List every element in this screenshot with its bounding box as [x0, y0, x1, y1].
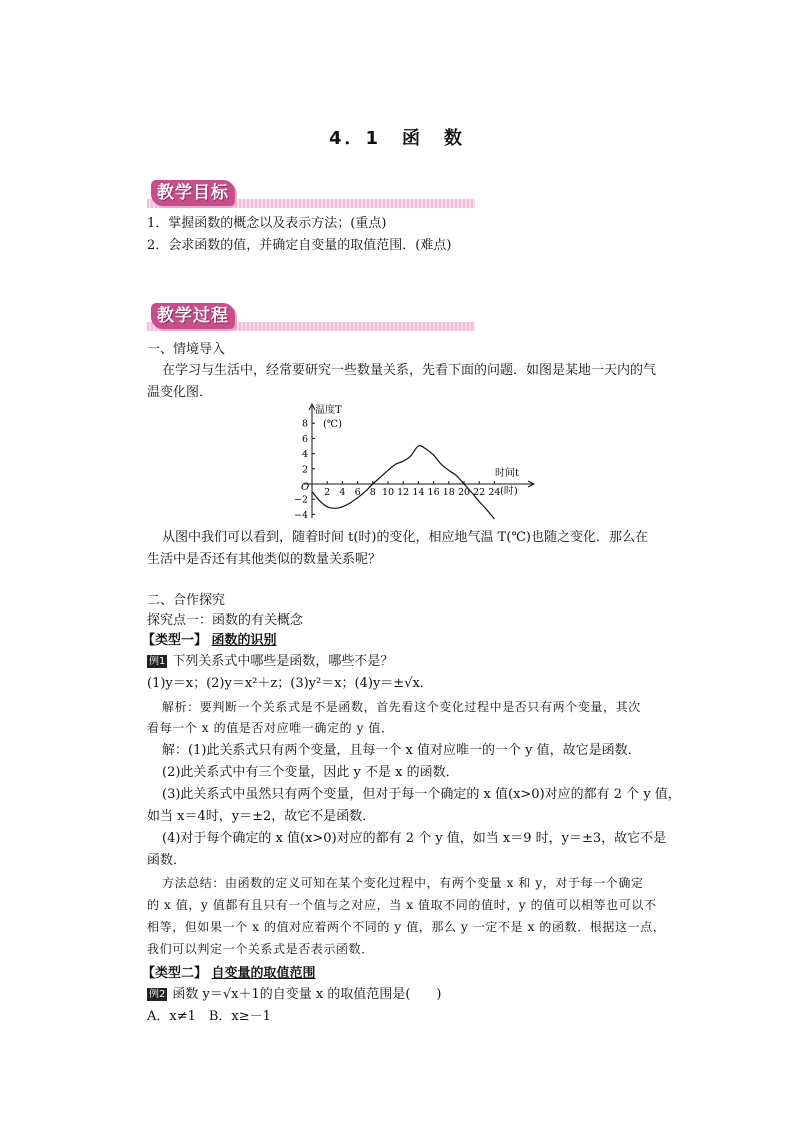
- y-axis-unit: (℃): [323, 419, 342, 430]
- coop-heading: 二、合作探究: [147, 593, 226, 608]
- type-name: 函数的识别: [211, 633, 277, 648]
- page-title: 4．1 函 数: [328, 128, 466, 149]
- y-tick-label: 2: [301, 464, 308, 476]
- y-tick-label: 8: [301, 418, 308, 430]
- solution-line: 解：(1)此关系式只有两个变量，且每一个 x 值对应唯一的一个 y 值，故它是函数．: [162, 743, 641, 758]
- intro-paragraph-line: 生活中是否还有其他类似的数量关系呢？: [147, 552, 382, 567]
- goal-item: 2．会求函数的值，并确定自变量的取值范围．(难点): [147, 238, 452, 253]
- y-axis-label: 温度T: [315, 405, 342, 416]
- x-axis-label: 时间t: [495, 468, 520, 479]
- y-tick-label: −4: [293, 509, 308, 521]
- section-banner-process: [147, 303, 475, 333]
- solution-line: (2)此关系式中有三个变量，因此 y 不是 x 的函数．: [162, 765, 459, 780]
- temperature-chart: [290, 400, 540, 522]
- x-tick-label: 20: [457, 487, 471, 498]
- method-summary-line: 相等，但如果一个 x 的值对应着两个不同的 y 值，那么 y 一定不是 x 的函数．根据这一点，: [147, 920, 666, 934]
- method-summary-line: 的 x 值，y 值都有且只有一个值与之对应，当 x 值取不同的值时，y 的值可以相等也可以不: [147, 898, 657, 912]
- type-heading: [142, 631, 277, 651]
- x-tick-label: 24: [488, 487, 501, 498]
- example-badge: 例1: [149, 656, 166, 667]
- x-tick-label: 18: [442, 487, 455, 498]
- example-question: [147, 985, 441, 1005]
- analysis-line: 看每一个 x 的值是否对应唯一确定的 y 值．: [147, 721, 394, 735]
- y-tick-label: 6: [301, 433, 308, 445]
- intro-paragraph-line: 在学习与生活中，经常要研究一些数量关系，先看下面的问题．如图是某地一天内的气: [162, 363, 657, 378]
- solution-line: (4)对于每个确定的 x 值(x>0)对应的都有 2 个 y 值，如当 x＝9 时，y＝±3，故它不是: [162, 831, 667, 846]
- explore-point: 探究点一：函数的有关概念: [147, 613, 304, 628]
- type-name: 自变量的取值范围: [211, 966, 316, 981]
- method-summary-line: 方法总结：由函数的定义可知在某个变化过程中，有两个变量 x 和 y，对于每一个确定: [162, 876, 644, 890]
- type-tag: 【类型二】: [142, 966, 208, 981]
- type-tag: 【类型一】: [142, 633, 208, 648]
- example-items: (1)y＝x；(2)y＝x²＋z；(3)y²＝x；(4)y＝±√x．: [147, 676, 433, 691]
- goal-item: 1．掌握函数的概念以及表示方法；(重点): [147, 216, 387, 231]
- origin-label: O: [301, 482, 310, 493]
- x-axis-unit: (时): [500, 486, 518, 497]
- x-tick-label: 14: [412, 487, 425, 498]
- section-banner-goals: [147, 180, 475, 210]
- x-tick-label: 8: [369, 487, 376, 498]
- example-text: 函数 y＝√x＋1的自变量 x 的取值范围是( ): [172, 987, 442, 1002]
- banner-label: 教学目标: [151, 180, 235, 206]
- x-tick-label: 6: [354, 487, 361, 498]
- intro-heading: 一、情境导入: [147, 342, 226, 357]
- y-tick-label: −2: [293, 494, 308, 506]
- solution-line: (3)此关系式中虽然只有两个变量，但对于每一个确定的 x 值(x>0)对应的都有 2 个 y 值，: [162, 787, 681, 802]
- example-options: A．x≠1 B．x≥－1: [147, 1009, 271, 1024]
- example-question: [147, 652, 393, 672]
- y-tick-label: 4: [301, 449, 308, 461]
- type-heading: [142, 964, 316, 984]
- x-tick-label: 10: [381, 487, 395, 498]
- x-tick-label: 12: [397, 487, 410, 498]
- x-tick-label: 16: [427, 487, 440, 498]
- x-tick-label: 4: [339, 487, 346, 498]
- example-badge: 例2: [149, 989, 166, 1000]
- solution-line: 如当 x＝4时，y＝±2，故它不是函数．: [147, 809, 376, 824]
- x-tick-label: 2: [324, 487, 331, 498]
- example-text: 下列关系式中哪些是函数，哪些不是？: [172, 654, 394, 669]
- analysis-line: 解析：要判断一个关系式是不是函数，首先看这个变化过程中是否只有两个变量，其次: [162, 700, 641, 714]
- method-summary-line: 我们可以判定一个关系式是否表示函数．: [147, 942, 374, 956]
- intro-paragraph-line: 温变化图．: [147, 385, 213, 400]
- banner-label: 教学过程: [151, 303, 235, 329]
- solution-line: 函数．: [147, 853, 187, 868]
- x-tick-label: 22: [473, 487, 486, 498]
- intro-paragraph-line: 从图中我们可以看到，随着时间 t(时)的变化，相应地气温 T(℃)也随之变化．那么在: [162, 530, 648, 545]
